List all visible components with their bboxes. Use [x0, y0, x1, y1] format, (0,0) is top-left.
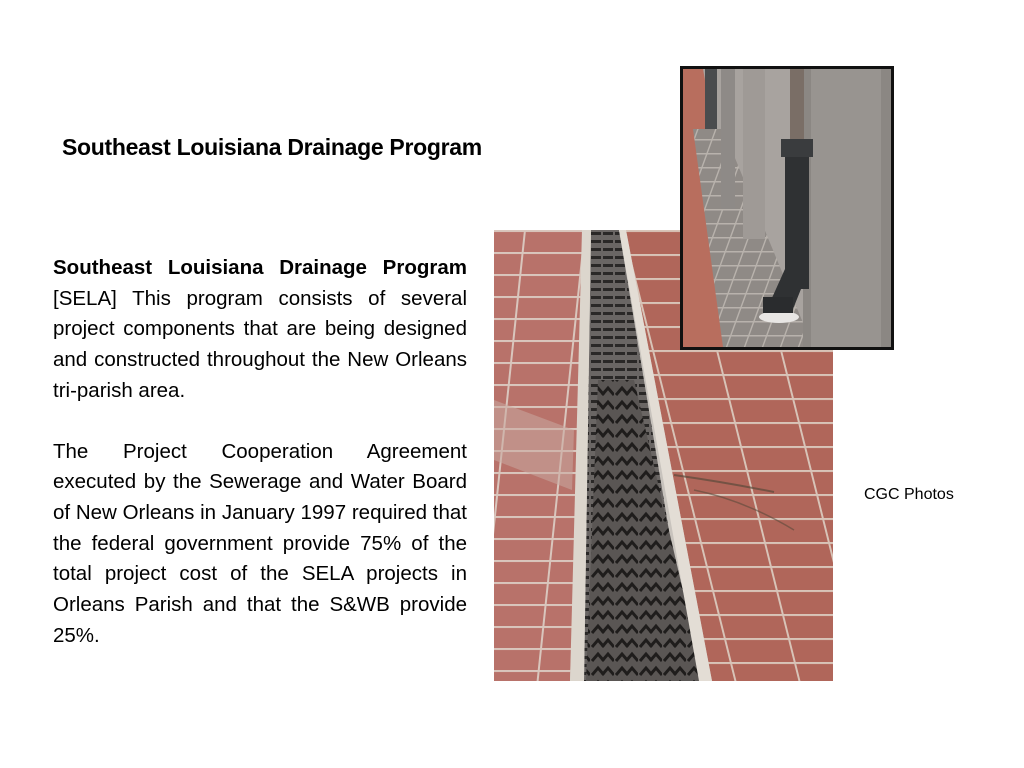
paragraph-lead-bold: Southeast Louisiana Drainage Program	[53, 256, 467, 279]
slide-title: Southeast Louisiana Drainage Program	[62, 134, 482, 160]
photo-caption: CGC Photos	[864, 486, 954, 503]
downspout-photo	[680, 66, 894, 350]
downspout-image	[683, 69, 891, 347]
paragraph-cooperation-agreement: The Project Cooperation Agreement executed by the Sewerage and Water Board of New Orleans in January 1997 required that the federal government provide 75% of the total project cost of the SELA projects in Orleans Parish and that the S&WB provide 25%.	[53, 439, 467, 647]
paragraph-sela-intro	[53, 253, 467, 407]
paragraph-intro-text: [SELA] This program consists of several project components that are being designed and constructed throughout the New Orleans tri-parish area.	[53, 286, 467, 402]
body-text	[53, 253, 467, 681]
